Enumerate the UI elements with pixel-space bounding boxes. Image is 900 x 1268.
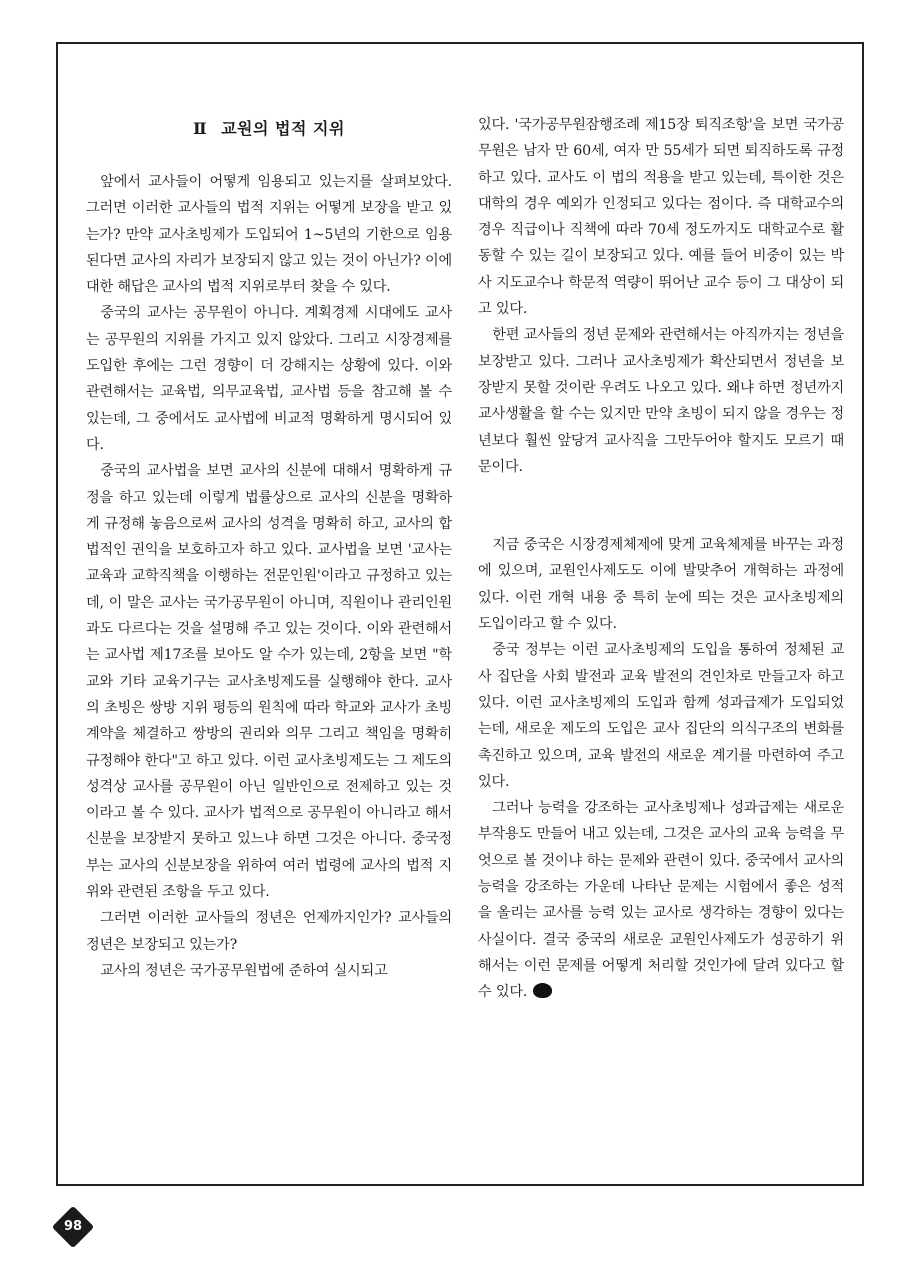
paragraph: 교사의 정년은 국가공무원법에 준하여 실시되고 <box>100 962 388 979</box>
paragraph: 중국의 교사는 공무원이 아니다. 계획경제 시대에도 교사는 공무원의 지위를 가지고 있지 않았다. 그리고 시장경제를 도입한 후에는 그런 경향이 더 강해지는 상황에 있다. 이와 관련해서는 교육법, 의무교육법, 교사법 등을 참고해 볼 수 있는데, 그 중에서도 교사법에 비교적 명확하게 명시되어 있다. <box>86 305 452 453</box>
paragraph-gap <box>478 480 844 532</box>
paragraph: 지금 중국은 시장경제체제에 맞게 교육체제를 바꾸는 과정에 있으며, 교원인사제도도 이에 발맞추어 개혁하는 과정에 있다. 이런 개혁 내용 중 특히 눈에 띄는 것은 교사초빙제의 도입이라고 할 수 있다. <box>478 537 844 633</box>
section-heading <box>86 116 452 139</box>
page-number: 98 <box>63 1219 83 1234</box>
paragraph: 한편 교사들의 정년 문제와 관련해서는 아직까지는 정년을 보장받고 있다. 그러나 교사초빙제가 확산되면서 정년을 보장받지 못할 것이란 우려도 나오고 있다. 왜냐 하면 정년까지 교사생활을 할 수는 있지만 만약 초빙이 되지 않을 경우는 정년보다 훨씬 앞당겨 교사직을 그만두어야 할지도 모르기 때문이다. <box>478 327 844 475</box>
section-title: 교원의 법적 지위 <box>221 119 345 138</box>
paragraph: 앞에서 교사들이 어떻게 임용되고 있는지를 살펴보았다. 그러면 이러한 교사들의 법적 지위는 어떻게 보장을 받고 있는가? 만약 교사초빙제가 도입되어 1~5년의 기한으로 임용된다면 교사의 자리가 보장되지 않고 있는 것이 아닌가? 이에 대한 해답은 교사의 법적 지위로부터 찾을 수 있다. <box>86 174 453 296</box>
paragraph: 중국의 교사법을 보면 교사의 신분에 대해서 명확하게 규정을 하고 있는데 이렇게 법률상으로 교사의 신분을 명확하게 규정해 놓음으로써 교사의 성격을 명확히 하고, 교사의 합법적인 권익을 보호하고자 하고 있다. 교사법을 보면 '교사는 교육과 교학직책을 이행하는 전문인원'이라고 규정하고 있는데, 이 말은 교사는 국가공무원이 아니며, 직원이나 관리인원과도 다르다는 것을 설명해 주고 있는 것이다. 이와 관련해서는 교사법 제17조를 보아도 알 수가 있는데, 2항을 보면 "학교와 기타 교육기구는 교사초빙제도를 실행해야 한다. 교사의 초빙은 쌍방 지위 평등의 원칙에 따라 학교와 교사가 초빙 계약을 체결하고 쌍방의 권리와 의무 그리고 책임을 명확히 규정해야 한다"고 하고 있다. 이런 교사초빙제도는 그 제도의 성격상 교사를 공무원이 아닌 일반인으로 전제하고 있는 것이라고 볼 수 있다. 교사가 법적으로 공무원이 아니라고 해서 신분을 보장받지 못하고 있느냐 하면 그것은 아니다. 중국정부는 교사의 신분보장을 위하여 여러 법령에 교사의 법적 지위와 관련된 조항을 두고 있다. <box>86 463 452 901</box>
page-number-badge <box>52 1206 94 1248</box>
paragraph: 중국 정부는 이런 교사초빙제의 도입을 통하여 정체된 교사 집단을 사회 발전과 교육 발전의 견인차로 만들고자 하고 있다. 이런 교사초빙제의 도입과 함께 성과급제가 도입되었는데, 새로운 제도의 도입은 교사 집단의 의식구조의 변화를 촉진하고 있으며, 교육 발전의 새로운 계기를 마련하여 주고 있다. <box>478 642 844 790</box>
paragraph: 있다. '국가공무원잠행조례 제15장 퇴직조항'을 보면 국가공무원은 남자 만 60세, 여자 만 55세가 되면 퇴직하도록 규정하고 있다. 교사도 이 법의 적용을 받고 있는데, 특이한 것은 대학의 경우 예외가 인정되고 있다는 점이다. 즉 대학교수의 경우 직급이나 직책에 따라 70세 정도까지도 대학교수로 활동할 수 있는 길이 보장되고 있다. 예를 들어 비중이 있는 박사 지도교수나 학문적 역량이 뛰어난 교수 등이 그 대상이 되고 있다. <box>478 117 844 318</box>
paragraph-last-text: 그러나 능력을 강조하는 교사초빙제나 성과급제는 새로운 부작용도 만들어 내고 있는데, 그것은 교사의 교육 능력을 무엇으로 볼 것이냐 하는 문제와 관련이 있다. 중국에서 교사의 능력을 강조하는 가운데 나타난 문제는 시험에서 좋은 성적을 올리는 교사를 능력 있는 교사로 생각하는 경향이 있다는 사실이다. 결국 중국의 새로운 교원인사제도가 성공하기 위해서는 이런 문제를 어떻게 처리할 것인가에 달려 있다고 할 수 있다. <box>478 800 844 1001</box>
left-column <box>86 112 452 984</box>
section-numeral: Ⅱ <box>193 119 208 138</box>
paragraph-last <box>478 795 844 1005</box>
right-column <box>478 112 844 1006</box>
paragraph: 그러면 이러한 교사들의 정년은 언제까지인가? 교사들의 정년은 보장되고 있는가? <box>86 910 452 953</box>
med-logo-icon <box>533 983 552 998</box>
